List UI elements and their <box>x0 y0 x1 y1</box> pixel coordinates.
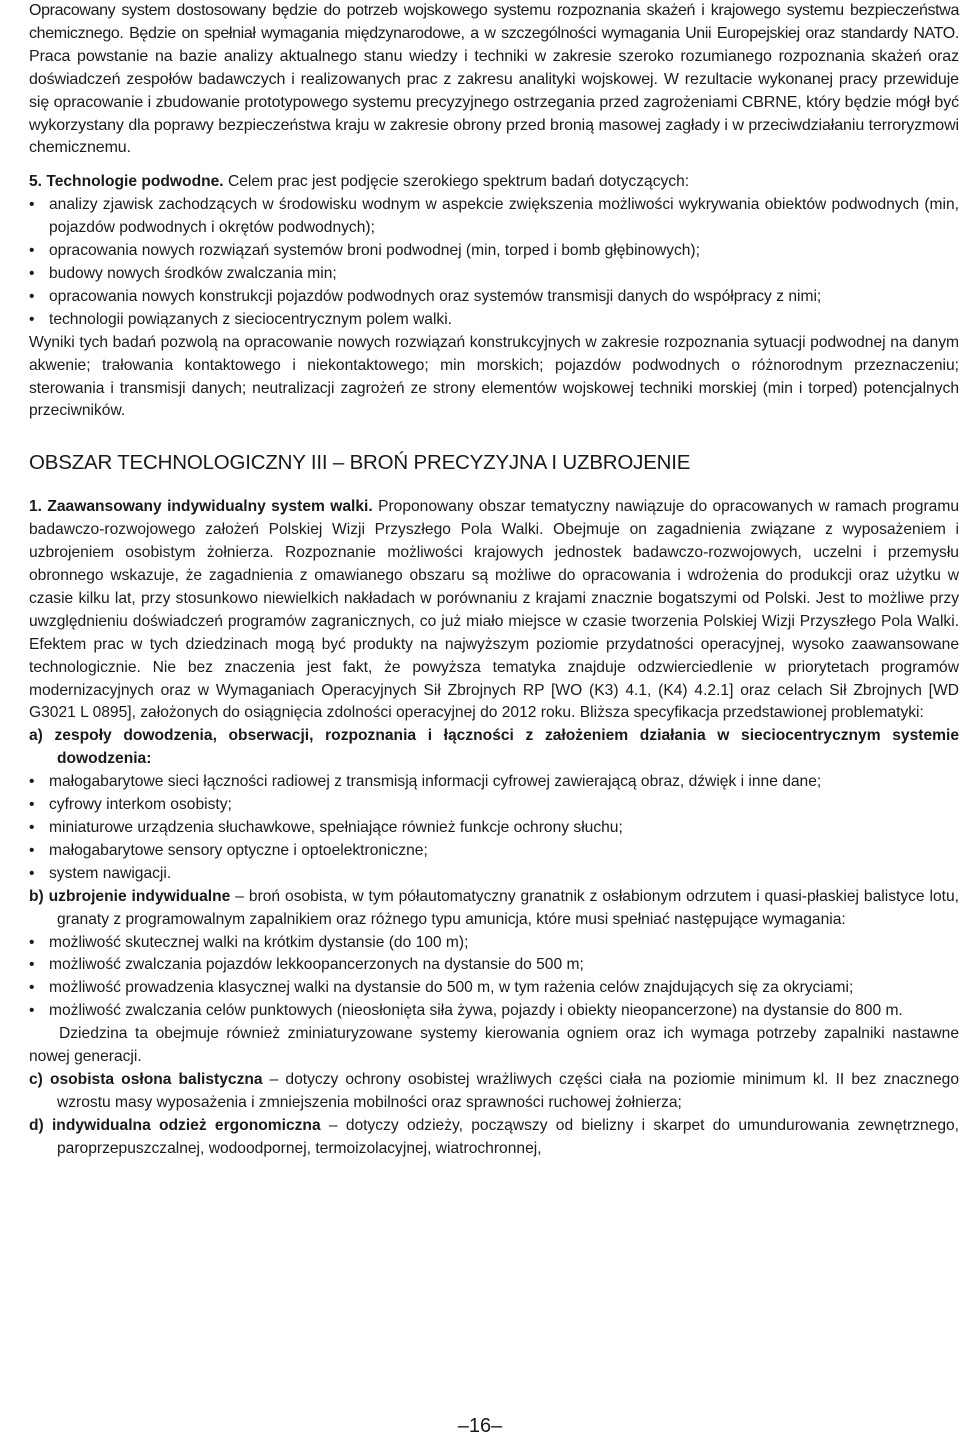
list-item: • system nawigacji. <box>29 863 959 886</box>
item-a-label <box>29 725 959 771</box>
section-1-body-text: Proponowany obszar tematyczny nawiązuje do opracowanych w ramach programu badawczo-rozwojowego założeń Polskiej Wizji Przyszłego Pola Walki. Obejmuje on zagadnienia związane z wyposażeniem i uzbrojeniem osobistym żołnierza. Rozpoznanie możliwości krajowych jednostek badawczo-rozwojowych, uczelni i przemysłu obronnego wskazuje, że zagadnienia z omawianego obszaru są możliwe do opracowania i wdrożenia do produkcji oraz użytku w czasie kilku lat, przy stosunkowo niewielkich nakładach w porównaniu z krajami znacznie bogatszymi od Polski. Jest to możliwe przy uwzględnieniu doświadczeń programów zagranicznych, co już miało miejsce w czasie tworzenia Polskiej Wizji Przyszłego Pola Walki. Efektem prac w tych dziedzinach mogą być produkty na najwyższym poziomie przydatności operacyjnej, wysoko zaawansowane technologicznie. Nie bez znaczenia jest fakt, że powyższa tematyka znajduje odzwierciedlenie w priorytetach programów modernizacyjnych oraz w Wymaganiach Operacyjnych Sił Zbrojnych RP [WO (K3) 4.1, (K4) 4.2.1] oraz celach Sił Zbrojnych [WD G3021 L 0895], założonych do osiągnięcia zdolności operacyjnej do 2012 roku. Bliższa specyfikacja przedstawionej problematyki: <box>29 498 959 722</box>
list-item: • opracowania nowych rozwiązań systemów broni podwodnej (min, torped i bomb głębinowych); <box>29 240 959 263</box>
list-item: • miniaturowe urządzenia słuchawkowe, spełniające również funkcje ochrony słuchu; <box>29 817 959 840</box>
section-1-body <box>29 496 959 725</box>
section-5-bullet-list <box>29 194 959 331</box>
item-d <box>29 1115 959 1161</box>
list-item: • budowy nowych środków zwalczania min; <box>29 263 959 286</box>
list-item: • możliwość skutecznej walki na krótkim dystansie (do 100 m); <box>29 932 959 955</box>
section-5-lead-text: Celem prac jest podjęcie szerokiego spektrum badań dotyczących: <box>223 173 690 191</box>
intro-sentence-3: W rezultacie wykonanej pracy przewiduje się opracowanie i zbudowanie prototypowego systemu precyzyjnego ostrzegania przed zagrożeniami CBRNE, który będzie mógł być wykorzystany dla poprawy bezpieczeństwa kraju w zakresie obrony przed bronią masowej zagłady i w przeciwdziałaniu terroryzmowi chemicznemu. <box>29 70 959 157</box>
list-item: • technologii powiązanych z sieciocentrycznym polem walki. <box>29 309 959 332</box>
list-item: • cyfrowy interkom osobisty; <box>29 794 959 817</box>
intro-sentence-2: Praca powstanie na bazie analizy aktualnego stanu wiedzy i techniki w zakresie szeroko rozumianego rozpoznania skażeń oraz doświadczeń zespołów badawczych i realizowanych prac z zakresu analityki wojskowej. <box>29 47 959 88</box>
item-d-text: – dotyczy odzieży, począwszy od bielizny i skarpet do umundurowania zewnętrznego, paroprzepuszczalnej, wodoodpornej, termoizolacyjnej, wiatrochronnej, <box>57 1116 959 1157</box>
section-5-lead <box>29 171 959 194</box>
intro-paragraph <box>29 0 959 160</box>
item-b-label: b) uzbrojenie indywidualne <box>29 887 231 905</box>
page-number: –16– <box>457 1415 503 1437</box>
item-b-text: – broń osobista, w tym półautomatyczny granatnik z osłabionym odrzutem i quasi-płaskiej balistyce lotu, granaty z programowalnym zapalnikiem oraz różnego typu amunicja, które musi spełniać następujące wymagania: <box>57 887 959 928</box>
item-c-text: – dotyczy ochrony osobistej wrażliwych części ciała na poziomie minimum kl. II bez znacznego wzrostu masy wyposażenia i zmniejszenia mobilności oraz sprawności ruchowej żołnierza; <box>57 1070 959 1111</box>
list-item: • możliwość zwalczania pojazdów lekkoopancerzonych na dystansie do 500 m; <box>29 954 959 977</box>
list-item: • opracowania nowych konstrukcji pojazdów podwodnych oraz systemów transmisji danych do współpracy z nimi; <box>29 286 959 309</box>
item-a-bullet-list <box>29 771 959 886</box>
item-b-note: Dziedzina ta obejmuje również zminiaturyzowane systemy kierowania ogniem oraz ich wymaga potrzeby zapalniki nastawne nowej generacji. <box>29 1025 959 1066</box>
list-item: • analizy zjawisk zachodzących w środowisku wodnym w aspekcie zwiększenia możliwości wykrywania obiektów podwodnych (min, pojazdów podwodnych i okrętów podwodnych); <box>29 194 959 240</box>
spacer <box>29 160 959 171</box>
intro-sentence-1: Opracowany system dostosowany będzie do potrzeb wojskowego systemu rozpoznania skażeń i krajowego systemu bezpieczeństwa chemicznego. Będzie on spełniał wymagania międzynarodowe, a w szczególności wymagania Unii Europejskiej oraz standardy NATO. <box>29 2 959 42</box>
item-d-label: d) indywidualna odzież ergonomiczna <box>29 1116 321 1134</box>
list-item: • możliwość prowadzenia klasycznej walki na dystansie do 500 m, w tym rażenia celów znajdujących się za okryciami; <box>29 977 959 1000</box>
item-c <box>29 1069 959 1115</box>
section-5-results: Wyniki tych badań pozwolą na opracowanie nowych rozwiązań konstrukcyjnych w zakresie rozpoznania sytuacji podwodnej na danym akwenie; trałowania kontaktowego i niekontaktowego; min morskich; pojazdów podwodnych o różnorodnym przeznaczeniu; sterowania i transmisji danych; neutralizacji zagrożeń ze strony elementów wojskowej techniki morskiej (min i torped) potencjalnych przeciwników. <box>29 333 959 420</box>
list-item: • małogabarytowe sieci łączności radiowej z transmisją informacji cyfrowej zawierającą obraz, dźwięk i inne dane; <box>29 771 959 794</box>
item-a-label-text: a) zespoły dowodzenia, obserwacji, rozpoznania i łączności z założeniem działania w sieciocentrycznym systemie dowodzenia: <box>29 727 959 768</box>
area-heading: OBSZAR TECHNOLOGICZNY III – BROŃ PRECYZYJNA I UZBROJENIE <box>29 451 691 475</box>
item-c-label: c) osobista osłona balistyczna <box>29 1070 263 1088</box>
document-page <box>29 0 959 1161</box>
section-5-title: 5. Technologie podwodne. <box>29 173 224 191</box>
list-item: • małogabarytowe sensory optyczne i optoelektroniczne; <box>29 840 959 863</box>
item-b-bullet-list <box>29 932 959 1024</box>
section-1-title: 1. Zaawansowany indywidualny system walki. <box>29 498 373 516</box>
item-b <box>29 886 959 932</box>
list-item: • możliwość zwalczania celów punktowych (nieosłonięta siła żywa, pojazdy i obiekty nieopancerzone) na dystansie do 800 m. <box>29 1000 959 1023</box>
